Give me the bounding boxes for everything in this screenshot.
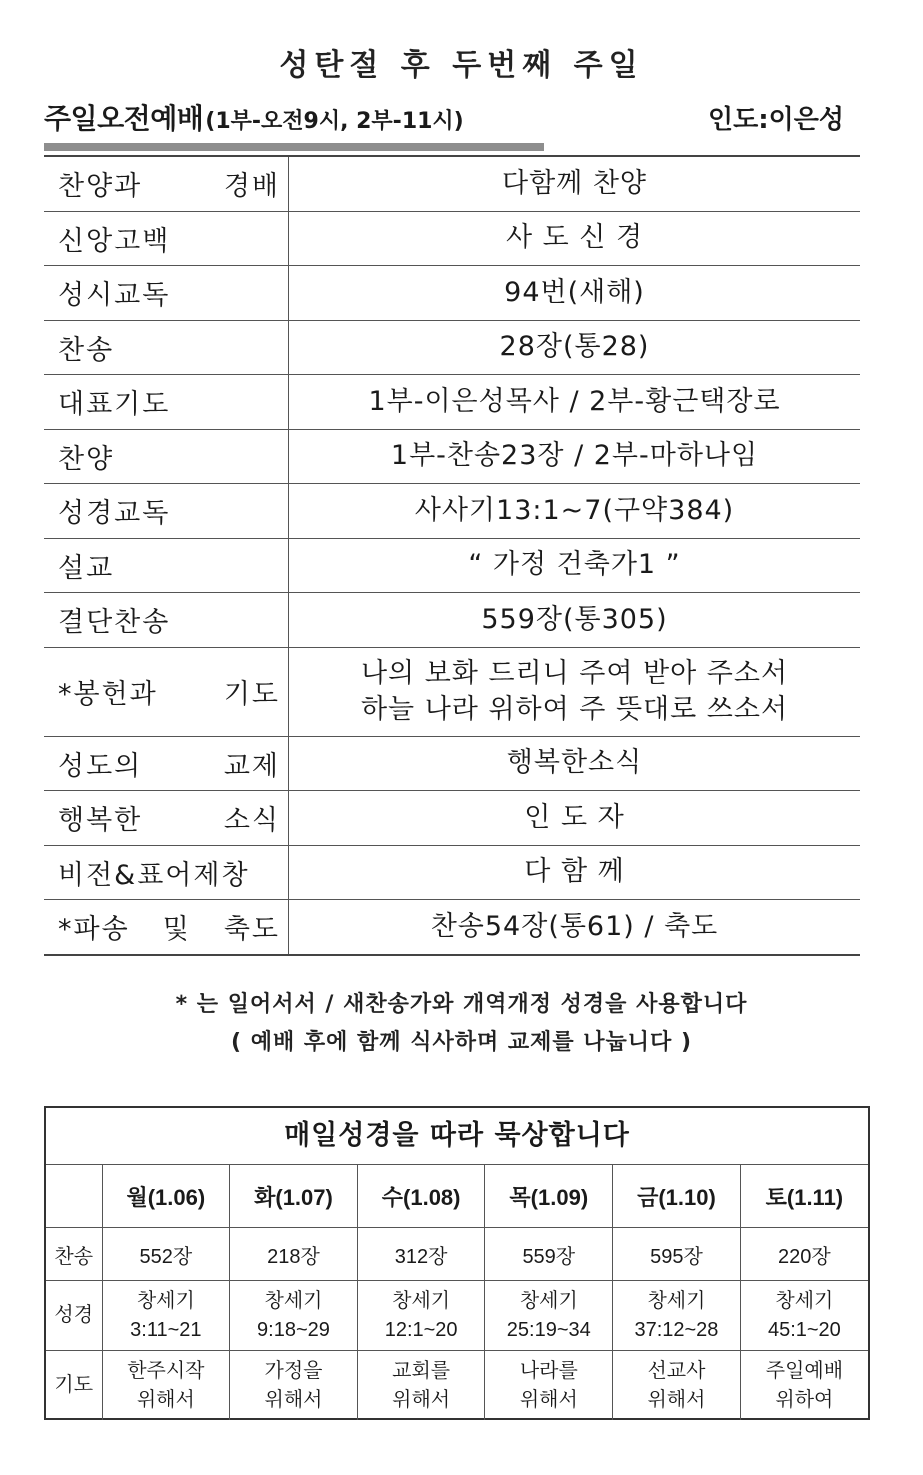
order-item-label: 성도의 교제 — [44, 736, 289, 791]
hymn-cell: 218장 — [230, 1228, 358, 1281]
note-line: ( 예배 후에 함께 식사하며 교제를 나눕니다 ) — [230, 1030, 692, 1055]
prayer-row — [46, 1351, 868, 1421]
service-leader: 인도:이은성 — [708, 104, 844, 135]
hymn-cell: 220장 — [740, 1228, 868, 1281]
corner-cell — [46, 1165, 102, 1228]
day-header-row — [46, 1165, 868, 1228]
row-label-bible: 성경 — [46, 1281, 102, 1351]
order-row — [44, 791, 860, 846]
day-header: 금(1.10) — [613, 1165, 741, 1228]
order-item-content: 사 도 신 경 — [289, 211, 861, 266]
order-item-label: *파송 및 축도 — [44, 900, 289, 955]
bible-cell: 창세기 25:19~34 — [485, 1281, 613, 1351]
order-item-label: 행복한 소식 — [44, 791, 289, 846]
order-item-content: 찬송54장(통61) / 축도 — [289, 900, 861, 955]
order-item-label: 설교 — [44, 538, 289, 593]
day-header: 월(1.06) — [102, 1165, 230, 1228]
order-row — [44, 736, 860, 791]
bible-cell: 창세기 12:1~20 — [357, 1281, 485, 1351]
service-title-group — [44, 97, 464, 137]
prayer-cell: 교회를 위해서 — [357, 1351, 485, 1421]
order-item-label: 찬양 — [44, 429, 289, 484]
hymn-cell: 559장 — [485, 1228, 613, 1281]
bible-row — [46, 1281, 868, 1351]
order-row — [44, 320, 860, 375]
order-row — [44, 375, 860, 430]
order-row — [44, 211, 860, 266]
service-header — [44, 92, 860, 142]
order-item-label: 찬양과 경배 — [44, 157, 289, 211]
bible-cell: 창세기 9:18~29 — [230, 1281, 358, 1351]
order-row — [44, 429, 860, 484]
row-label-hymn: 찬송 — [46, 1228, 102, 1281]
day-header: 화(1.07) — [230, 1165, 358, 1228]
order-item-label: 대표기도 — [44, 375, 289, 430]
order-item-content: 사사기13:1~7(구약384) — [289, 484, 861, 539]
header-underbar-decoration — [44, 143, 544, 151]
order-item-content: 94번(새해) — [289, 266, 861, 321]
hymn-cell: 552장 — [102, 1228, 230, 1281]
worship-notes — [0, 986, 923, 1062]
bible-cell: 창세기 3:11~21 — [102, 1281, 230, 1351]
order-row — [44, 845, 860, 900]
hymn-cell: 312장 — [357, 1228, 485, 1281]
order-row — [44, 593, 860, 648]
order-row — [44, 484, 860, 539]
order-item-content: 나의 보화 드리니 주여 받아 주소서 하늘 나라 위하여 주 뜻대로 쓰소서 — [289, 647, 861, 736]
prayer-cell: 나라를 위해서 — [485, 1351, 613, 1421]
order-item-label: *봉헌과 기도 — [44, 647, 289, 736]
day-header: 목(1.09) — [485, 1165, 613, 1228]
row-label-prayer: 기도 — [46, 1351, 102, 1421]
order-of-worship-table — [44, 157, 860, 956]
order-row — [44, 647, 860, 736]
prayer-cell: 선교사 위해서 — [613, 1351, 741, 1421]
order-item-content: 다함께 찬양 — [289, 157, 861, 211]
order-row — [44, 900, 860, 955]
order-item-content: 1부-이은성목사 / 2부-황근택장로 — [289, 375, 861, 430]
order-item-content: 1부-찬송23장 / 2부-마하나임 — [289, 429, 861, 484]
prayer-cell: 한주시작 위해서 — [102, 1351, 230, 1421]
service-name: 주일오전예배 — [44, 102, 204, 135]
order-item-label: 결단찬송 — [44, 593, 289, 648]
daily-bible-title: 매일성경을 따라 묵상합니다 — [46, 1108, 868, 1165]
day-header: 수(1.08) — [357, 1165, 485, 1228]
order-row — [44, 157, 860, 211]
hymn-row — [46, 1228, 868, 1281]
order-item-content: “ 가정 건축가1 ” — [289, 538, 861, 593]
order-item-content: 559장(통305) — [289, 593, 861, 648]
order-item-content: 행복한소식 — [289, 736, 861, 791]
prayer-cell: 주일예배 위하여 — [765, 1359, 844, 1411]
prayer-cell: 가정을 위해서 — [230, 1351, 358, 1421]
order-item-label: 찬송 — [44, 320, 289, 375]
page-title: 성탄절 후 두번째 주일 — [279, 48, 644, 83]
order-item-label: 신앙고백 — [44, 211, 289, 266]
bible-cell: 창세기 45:1~20 — [740, 1281, 868, 1351]
order-item-label: 비전&표어제창 — [44, 845, 289, 900]
service-times: (1부-오전9시, 2부-11시) — [205, 109, 464, 134]
order-row — [44, 266, 860, 321]
order-item-content: 28장(통28) — [289, 320, 861, 375]
daily-bible-table — [46, 1165, 868, 1420]
order-row — [44, 538, 860, 593]
order-item-content: 다 함 께 — [289, 845, 861, 900]
note-line: * 는 일어서서 / 새찬송가와 개역개정 성경을 사용합니다 — [175, 992, 748, 1017]
daily-bible-box — [44, 1106, 870, 1420]
day-header: 토(1.11) — [740, 1165, 868, 1228]
order-item-label: 성시교독 — [44, 266, 289, 321]
order-item-label: 성경교독 — [44, 484, 289, 539]
hymn-cell: 595장 — [613, 1228, 741, 1281]
bible-cell: 창세기 37:12~28 — [613, 1281, 741, 1351]
order-item-content: 인 도 자 — [289, 791, 861, 846]
